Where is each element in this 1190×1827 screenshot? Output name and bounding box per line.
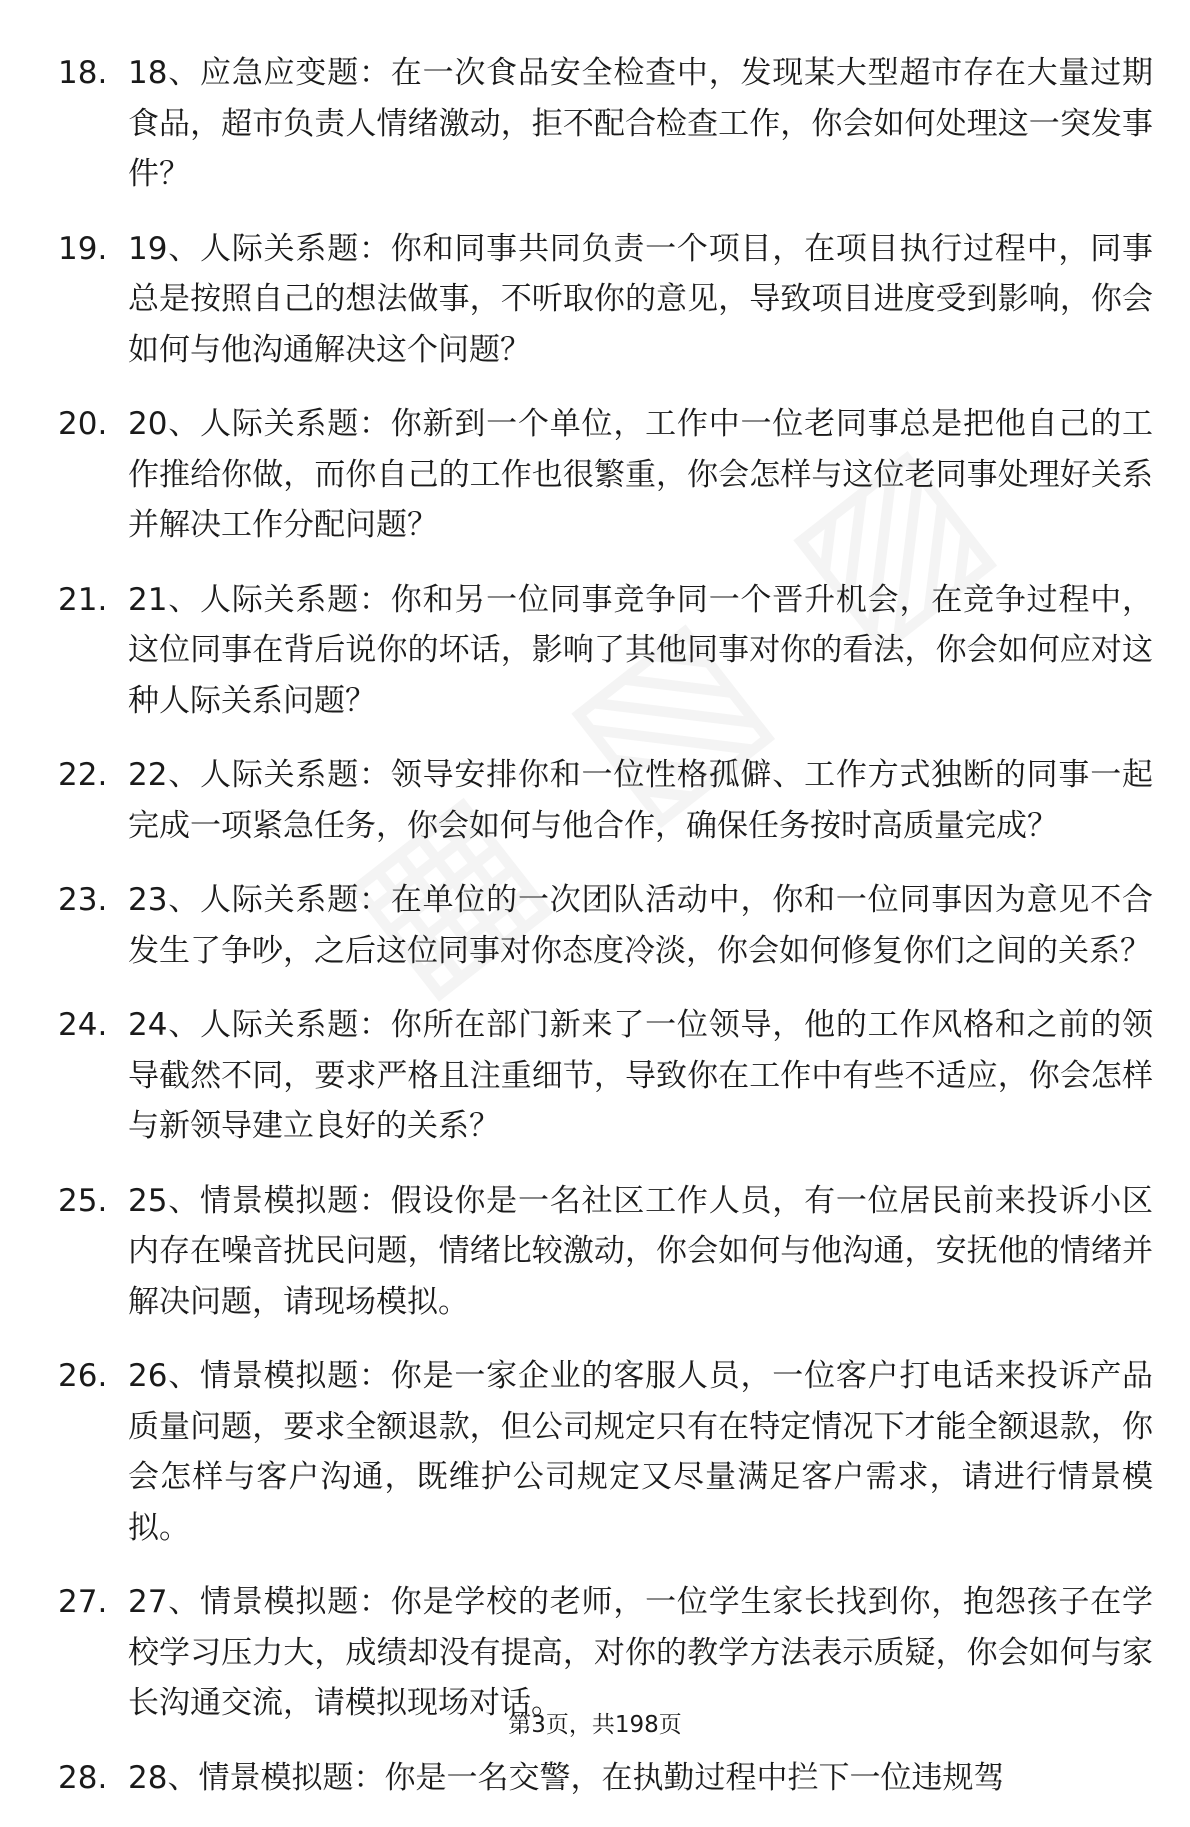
list-item bbox=[58, 875, 1153, 976]
item-text: 21、人际关系题：你和另一位同事竞争同一个晋升机会，在竞争过程中，这位同事在背后说你的坏话，影响了其他同事对你的看法，你会如何应对这种人际关系问题？ bbox=[128, 581, 1153, 719]
item-text: 20、人际关系题：你新到一个单位，工作中一位老同事总是把他自己的工作推给你做，而你自己的工作也很繁重，你会怎样与这位老同事处理好关系并解决工作分配问题？ bbox=[128, 406, 1153, 543]
item-number: 19. bbox=[58, 230, 108, 267]
item-text: 28、情景模拟题：你是一名交警，在执勤过程中拦下一位违规驾 bbox=[128, 1759, 1005, 1796]
item-text: 27、情景模拟题：你是学校的老师，一位学生家长找到你，抱怨孩子在学校学习压力大，成绩却没有提高，对你的教学方法表示质疑，你会如何与家长沟通交流，请模拟现场对话。 bbox=[128, 1584, 1153, 1721]
list-item bbox=[58, 1351, 1153, 1553]
item-number: 28. bbox=[58, 1759, 108, 1796]
item-text: 24、人际关系题：你所在部门新来了一位领导，他的工作风格和之前的领导截然不同，要求严格且注重细节，导致你在工作中有些不适应，你会怎样与新领导建立良好的关系？ bbox=[128, 1007, 1153, 1144]
list-item bbox=[58, 575, 1153, 727]
item-number: 20. bbox=[58, 406, 108, 442]
item-number: 26. bbox=[58, 1358, 108, 1394]
list-item bbox=[58, 48, 1153, 200]
item-number: 27. bbox=[58, 1584, 108, 1620]
list-item bbox=[58, 1753, 1153, 1804]
list-item bbox=[58, 1000, 1153, 1152]
item-number: 21. bbox=[58, 581, 108, 618]
item-text: 22、人际关系题：领导安排你和一位性格孤僻、工作方式独断的同事一起完成一项紧急任务，你会如何与他合作，确保任务按时高质量完成？ bbox=[128, 757, 1153, 844]
list-item bbox=[58, 224, 1153, 376]
item-number: 24. bbox=[58, 1007, 108, 1043]
list-item bbox=[58, 750, 1153, 851]
list-item bbox=[58, 1176, 1153, 1328]
item-number: 22. bbox=[58, 757, 108, 793]
item-number: 23. bbox=[58, 882, 108, 918]
item-text: 19、人际关系题：你和同事共同负责一个项目，在项目执行过程中，同事总是按照自己的想法做事，不听取你的意见，导致项目进度受到影响，你会如何与他沟通解决这个问题？ bbox=[128, 230, 1153, 368]
item-number: 18. bbox=[58, 55, 108, 91]
item-number: 25. bbox=[58, 1182, 108, 1219]
item-text: 18、应急应变题：在一次食品安全检查中，发现某大型超市存在大量过期食品，超市负责人情绪激动，拒不配合检查工作，你会如何处理这一突发事件？ bbox=[128, 55, 1153, 192]
question-list bbox=[58, 48, 1153, 1827]
item-text: 25、情景模拟题：假设你是一名社区工作人员，有一位居民前来投诉小区内存在噪音扰民问题，情绪比较激动，你会如何与他沟通，安抚他的情绪并解决问题，请现场模拟。 bbox=[128, 1182, 1153, 1320]
item-text: 26、情景模拟题：你是一家企业的客服人员，一位客户打电话来投诉产品质量问题，要求全额退款，但公司规定只有在特定情况下才能全额退款，你会怎样与客户沟通，既维护公司规定又尽量满足客户需求，请进行情景模拟。 bbox=[128, 1358, 1153, 1546]
item-text: 23、人际关系题：在单位的一次团队活动中，你和一位同事因为意见不合发生了争吵，之后这位同事对你态度冷淡，你会如何修复你们之间的关系？ bbox=[128, 882, 1153, 969]
list-item bbox=[58, 399, 1153, 551]
page-footer: 第3页，共198页 bbox=[508, 1712, 682, 1738]
